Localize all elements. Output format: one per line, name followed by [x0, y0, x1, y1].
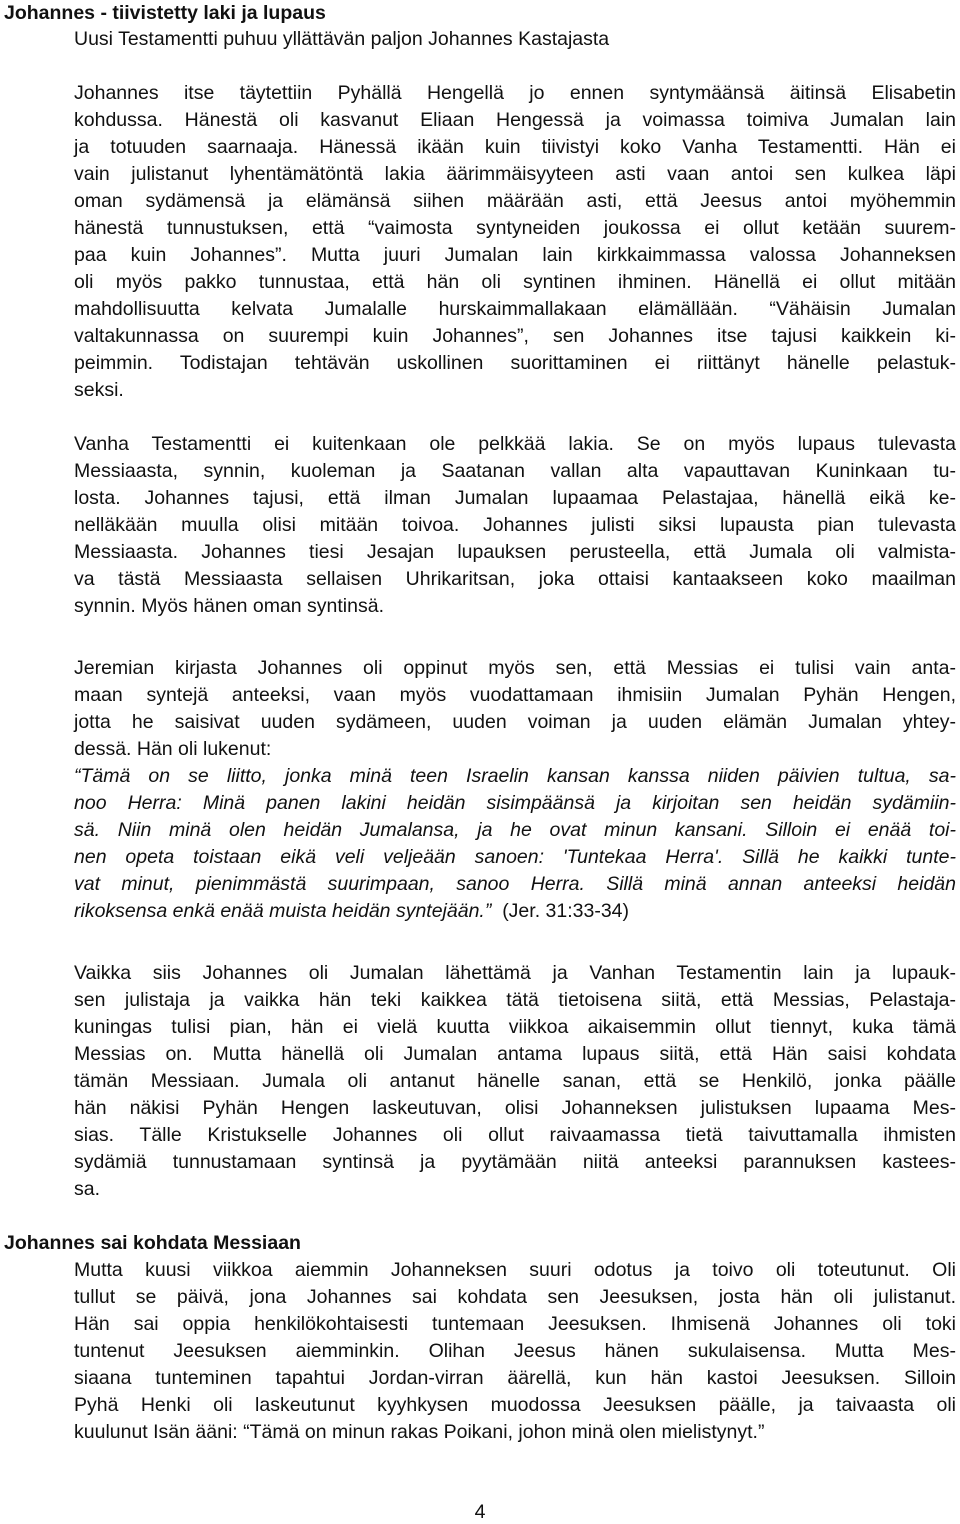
quote-line: “Tämä on se liitto, jonka minä teen Israelin kansan kanssa niiden päivien tultua, sa-	[74, 765, 956, 787]
text-line: Messiaasta, synnin, kuoleman ja Saatanan vallan alta vapauttavan Kuninkaan tu-	[74, 460, 956, 482]
quote-text: rikoksensa enkä enää muista heidän syntejään.”	[74, 900, 492, 922]
text-line: oman sydämensä ja elämänsä siihen määrään asti, että Jeesus antoi myöhemmin	[74, 190, 956, 212]
text-line: siaana tunteminen tapahtui Jordan-virran äärellä, kun hän kastoi Jeesuksen. Silloin	[74, 1367, 956, 1389]
text-line: Jeremian kirjasta Johannes oli oppinut myös sen, että Messias ei tulisi vain anta-	[74, 657, 956, 679]
text-line: kohdussa. Hänestä oli kasvanut Eliaan Hengessä ja voimassa toimiva Jumalan lain	[74, 109, 956, 131]
text-line: paa kuin Johannes”. Mutta juuri Jumalan lain kirkkaimmassa valossa Johanneksen	[74, 244, 956, 266]
text-line: ja totuuden saarnaaja. Hänessä ikään kuin tiivistyi koko Vanha Testamentti. Hän ei	[74, 136, 956, 158]
text-line: jotta he saisivat uuden sydämeen, uuden voiman ja uuden elämän Jumalan yhtey-	[74, 711, 956, 733]
text-line: kuningas tulisi pian, hän ei vielä kuutta viikkoa aikaisemmin ollut tiennyt, kuka tämä	[74, 1016, 956, 1038]
text-line: vain julistanut lyhentämätöntä lakia äärimmäisyyteen asti vaan antoi sen kulkea läpi	[74, 163, 956, 185]
text-line: Johannes itse täytettiin Pyhällä Hengellä jo ennen syntymäänsä äitinsä Elisabetin	[74, 82, 956, 104]
text-line: maan syntejä anteeksi, vaan myös vuodattamaan ihmisiin Jumalan Pyhän Hengen,	[74, 684, 956, 706]
quote-last-line	[74, 898, 629, 925]
text-line: hänestä tunnustuksen, että “vaimosta syntyneiden joukossa ei ollut ketään suurem-	[74, 217, 956, 239]
text-line: tämän Messiaan. Jumala oli antanut hänelle sanan, että se Henkilö, jonka päälle	[74, 1070, 956, 1092]
text-line: Hän sai oppia henkilökohtaisesti tuntemaan Jeesuksen. Ihmisenä Johannes oli toki	[74, 1313, 956, 1335]
quote-reference: (Jer. 31:33-34)	[502, 900, 630, 922]
text-line: oli myös pakko tunnustaa, että hän oli syntinen ihminen. Hänellä ei ollut mitään	[74, 271, 956, 293]
text-line: Vaikka siis Johannes oli Jumalan lähettämä ja Vanhan Testamentin lain ja lupauk-	[74, 962, 956, 984]
text-line: tuntenut Jeesuksen aiemminkin. Olihan Jeesus hänen sukulaisensa. Mutta Mes-	[74, 1340, 956, 1362]
text-line: sydämiä tunnustamaan syntinsä ja pyytämään niitä anteeksi parannuksen kastees-	[74, 1151, 956, 1173]
text-line: dessä. Hän oli lukenut:	[74, 738, 272, 760]
quote-line: noo Herra: Minä panen lakini heidän sisimpäänsä ja kirjoitan sen heidän sydämiin-	[74, 792, 956, 814]
section-heading: Johannes - tiivistetty laki ja lupaus	[4, 2, 326, 24]
text-line: sa.	[74, 1178, 101, 1200]
text-line: tullut se päivä, jona Johannes sai kohdata sen Jeesuksen, josta hän oli julistanut.	[74, 1286, 956, 1308]
text-line: losta. Johannes tajusi, että ilman Jumalan lupaamaa Pelastajaa, hänellä eikä ke-	[74, 487, 956, 509]
quote-line: nen opeta toistaan eikä veli veljeään sanoen: 'Tuntekaa Herra'. Sillä he kaikki tunte-	[74, 846, 956, 868]
page-number: 4	[474, 1501, 486, 1523]
text-line: valtakunnassa on suurempi kuin Johannes”, sen Johannes itse tajusi kaikkein ki-	[74, 325, 956, 347]
text-line: Vanha Testamentti ei kuitenkaan ole pelkkää lakia. Se on myös lupaus tulevasta	[74, 433, 956, 455]
quote-line: sä. Niin minä olen heidän Jumalansa, ja he ovat minun kansani. Silloin ei enää toi-	[74, 819, 956, 841]
text-line: Uusi Testamentti puhuu yllättävän paljon Johannes Kastajasta	[74, 28, 610, 50]
text-line: Pyhä Henki oli laskeutunut kyyhkysen muodossa Jeesuksen päälle, ja taivaasta oli	[74, 1394, 956, 1416]
text-line: sias. Tälle Kristukselle Johannes oli ollut raivaamassa tietä taivuttamalla ihmisten	[74, 1124, 956, 1146]
text-line: seksi.	[74, 379, 124, 401]
section-heading: Johannes sai kohdata Messiaan	[4, 1232, 301, 1254]
text-line: Messias on. Mutta hänellä oli Jumalan antama lupaus siitä, että Hän saisi kohdata	[74, 1043, 956, 1065]
text-line: sen julistaja ja vaikka hän teki kaikkea tätä tietoisena siitä, että Messias, Pelastaja-	[74, 989, 956, 1011]
text-line: synnin. Myös hänen oman syntinsä.	[74, 595, 385, 617]
text-line: peimmin. Todistajan tehtävän uskollinen suorittaminen ei riittänyt hänelle pelastuk-	[74, 352, 956, 374]
text-line: Messiaasta. Johannes tiesi Jesajan lupauksen perusteella, että Jumala oli valmista-	[74, 541, 956, 563]
text-line: kuulunut Isän ääni: “Tämä on minun rakas Poikani, johon minä olen mielistynyt.”	[74, 1421, 765, 1443]
text-line: nelläkään muulla olisi mitään toivoa. Johannes julisti siksi lupausta pian tulevasta	[74, 514, 956, 536]
text-line: mahdollisuutta kelvata Jumalalle hurskaimmallakaan elämällään. “Vähäisin Jumalan	[74, 298, 956, 320]
text-line: va tästä Messiaasta sellaisen Uhrikaritsan, joka ottaisi kantaakseen koko maailman	[74, 568, 956, 590]
quote-line: vat minut, pienimmästä suurimpaan, sanoo Herra. Sillä minä annan anteeksi heidän	[74, 873, 956, 895]
text-line: hän näkisi Pyhän Hengen laskeutuvan, olisi Johanneksen julistuksen lupaama Mes-	[74, 1097, 956, 1119]
text-line: Mutta kuusi viikkoa aiemmin Johanneksen suuri odotus ja toivo oli toteutunut. Oli	[74, 1259, 956, 1281]
